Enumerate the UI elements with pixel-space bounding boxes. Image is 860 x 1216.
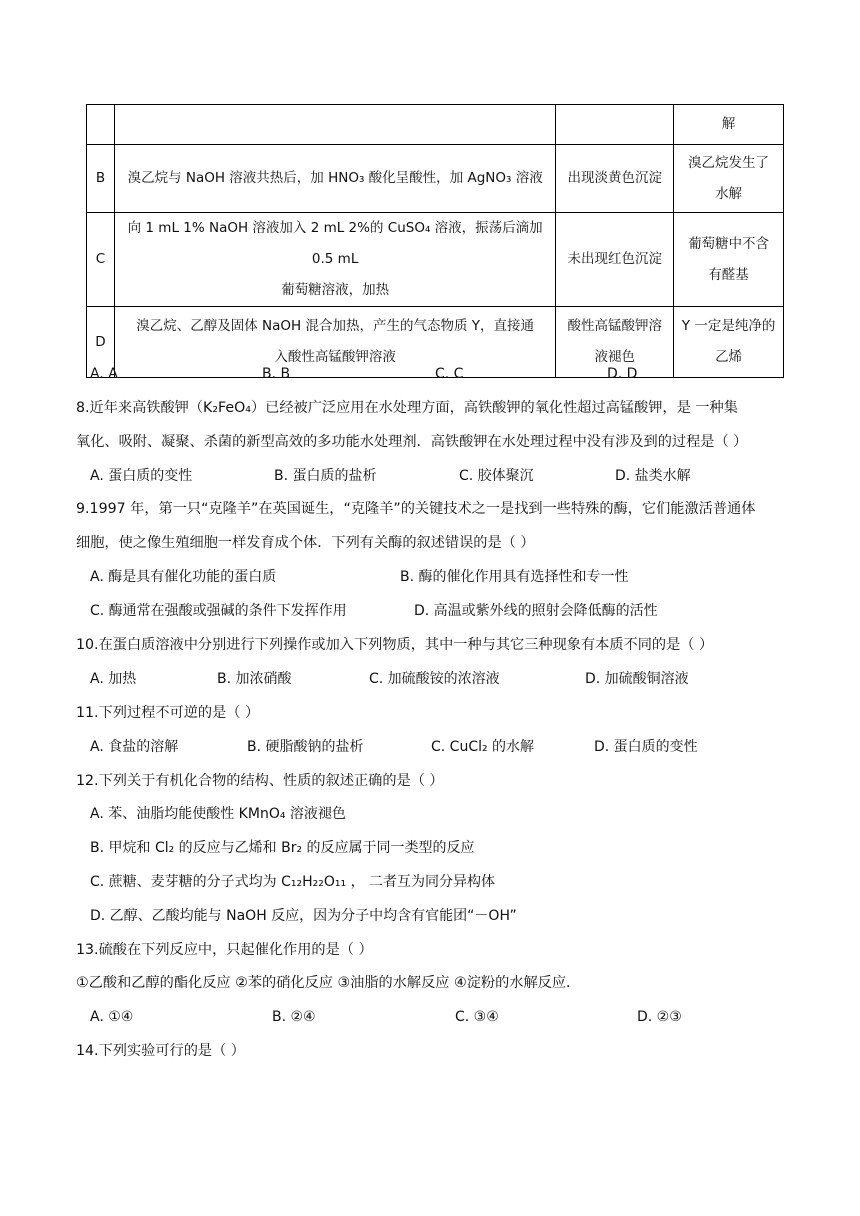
experiment-table: [86, 104, 784, 378]
conclusion-text: 水解: [715, 185, 743, 202]
conclusion-text: 乙烯: [715, 349, 743, 365]
operation-text: 溴乙烷、乙醇及固体 NaOH 混合加热，产生的气态物质 Y，直接通: [136, 318, 535, 334]
q13-option-c[interactable]: C. ③④: [455, 1009, 499, 1025]
q11-option-c[interactable]: C. CuCl₂ 的水解: [431, 739, 535, 755]
q12-option-a[interactable]: A. 苯、油脂均能使酸性 KMnO₄ 溶液褪色: [90, 806, 346, 822]
q10-option-a[interactable]: A. 加热: [90, 671, 137, 687]
conclusion-text: 解: [721, 116, 736, 132]
q13-stem: 13.硫酸在下列反应中，只起催化作用的是（ ）: [76, 942, 373, 958]
q11-stem: 11.下列过程不可逆的是（ ）: [76, 705, 260, 721]
conclusion-text: 有醛基: [708, 266, 749, 283]
q7-option-b[interactable]: B. B: [262, 366, 291, 382]
row-label: [87, 105, 115, 145]
q11-option-b[interactable]: B. 硬脂酸钠的盐析: [247, 739, 364, 755]
q7-option-c[interactable]: C. C: [435, 366, 464, 382]
q9-option-a[interactable]: A. 酶是具有催化功能的蛋白质: [90, 569, 277, 585]
conclusion-cell: [674, 145, 784, 213]
phenomenon-text: 出现淡黄色沉淀: [567, 170, 662, 186]
q7-option-a[interactable]: A. A: [90, 366, 118, 382]
q7-option-d[interactable]: D. D: [607, 366, 638, 382]
q8-option-a[interactable]: A. 蛋白质的变性: [90, 468, 193, 484]
table-row: [87, 105, 784, 145]
operation-text: 入酸性高锰酸钾溶液: [274, 349, 396, 365]
q9-option-b[interactable]: B. 酶的催化作用具有选择性和专一性: [400, 569, 629, 585]
phenomenon-text: 酸性高锰酸钾溶: [567, 318, 662, 334]
q9-stem-line2: 细胞，使之像生殖细胞一样发育成个体．下列有关酶的叙述错误的是（ ）: [76, 535, 535, 551]
operation-cell: [114, 145, 555, 213]
table-row: [87, 145, 784, 213]
q13-option-a[interactable]: A. ①④: [90, 1009, 134, 1025]
row-label: D: [87, 307, 115, 378]
q9-option-c[interactable]: C. 酶通常在强酸或强碱的条件下发挥作用: [90, 603, 347, 619]
q9-option-d[interactable]: D. 高温或紫外线的照射会降低酶的活性: [414, 603, 658, 619]
conclusion-text: Y 一定是纯净的: [681, 318, 776, 334]
conclusion-cell: [674, 213, 784, 307]
phenomenon-cell: [556, 213, 674, 307]
phenomenon-cell: [556, 145, 674, 213]
conclusion-cell: [674, 105, 784, 145]
operation-cell: [114, 213, 555, 307]
row-label: C: [87, 213, 115, 307]
q12-option-d[interactable]: D. 乙醇、乙酸均能与 NaOH 反应，因为分子中均含有官能团“－OH”: [90, 908, 517, 924]
q9-stem-line1: 9.1997 年，第一只“克隆羊”在英国诞生，“克隆羊”的关键技术之一是找到一些特殊的酶，它们能激活普通体: [76, 501, 756, 517]
q12-option-c[interactable]: C. 蔗糖、麦芽糖的分子式均为 C₁₂H₂₂O₁₁ ， 二者互为同分异构体: [90, 874, 496, 890]
q13-option-b[interactable]: B. ②④: [272, 1009, 316, 1025]
q8-option-d[interactable]: D. 盐类水解: [615, 468, 691, 484]
operation-text: 葡萄糖溶液，加热: [281, 282, 390, 298]
conclusion-text: 葡萄糖中不含: [688, 235, 770, 252]
operation-cell: [114, 105, 555, 145]
operation-text: 溴乙烷与 NaOH 溶液共热后，加 HNO₃ 酸化呈酸性，加 AgNO₃ 溶液: [127, 170, 543, 186]
row-label: B: [87, 145, 115, 213]
q8-option-b[interactable]: B. 蛋白质的盐析: [274, 468, 377, 484]
q8-stem-line1: 8.近年来高铁酸钾（K₂FeO₄）已经被广泛应用在水处理方面，高铁酸钾的氧化性超过高锰酸钾，是 一种集: [76, 400, 738, 416]
conclusion-text: 溴乙烷发生了: [688, 154, 770, 171]
q10-option-b[interactable]: B. 加浓硝酸: [217, 671, 292, 687]
q10-option-d[interactable]: D. 加硫酸铜溶液: [585, 671, 689, 687]
q10-option-c[interactable]: C. 加硫酸铵的浓溶液: [369, 671, 500, 687]
table-row: [87, 213, 784, 307]
q11-option-a[interactable]: A. 食盐的溶解: [90, 739, 179, 755]
conclusion-cell: [674, 307, 784, 378]
phenomenon-text: 液褪色: [594, 349, 635, 365]
q12-stem: 12.下列关于有机化合物的结构、性质的叙述正确的是（ ）: [76, 773, 444, 789]
q11-option-d[interactable]: D. 蛋白质的变性: [594, 739, 698, 755]
phenomenon-cell: [556, 105, 674, 145]
q12-option-b[interactable]: B. 甲烷和 Cl₂ 的反应与乙烯和 Br₂ 的反应属于同一类型的反应: [90, 840, 475, 856]
q13-option-d[interactable]: D. ②③: [637, 1009, 682, 1025]
q10-stem: 10.在蛋白质溶液中分别进行下列操作或加入下列物质，其中一种与其它三种现象有本质不同的是（ ）: [76, 637, 714, 653]
q14-stem: 14.下列实验可行的是（ ）: [76, 1043, 245, 1059]
q8-option-c[interactable]: C. 胶体聚沉: [459, 468, 534, 484]
operation-cell: [114, 307, 555, 378]
phenomenon-text: 未出现红色沉淀: [567, 251, 662, 267]
q8-stem-line2: 氧化、吸附、凝聚、杀菌的新型高效的多功能水处理剂．高铁酸钾在水处理过程中没有涉及到的过程是（ ）: [76, 434, 748, 450]
operation-text: 向 1 mL 1% NaOH 溶液加入 2 mL 2%的 CuSO₄ 溶液，振荡后滴加 0.5 mL: [127, 220, 543, 267]
q13-items: ①乙酸和乙醇的酯化反应 ②苯的硝化反应 ③油脂的水解反应 ④淀粉的水解反应．: [76, 975, 581, 991]
